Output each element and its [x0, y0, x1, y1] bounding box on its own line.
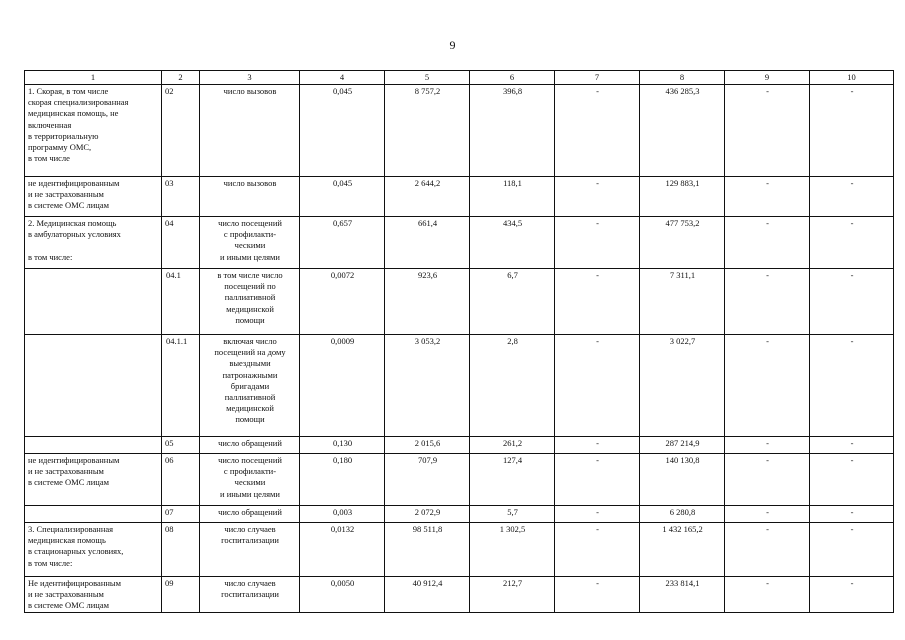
table-row	[25, 177, 894, 217]
value-cell: -	[555, 85, 640, 177]
value-cell: -	[810, 85, 894, 177]
value-cell: 98 511,8	[385, 523, 470, 577]
unit-cell: число посещений с профилакти- ческими и иными целями	[200, 217, 300, 269]
value-cell: -	[725, 335, 810, 437]
table-row	[25, 217, 894, 269]
value-cell: 127,4	[470, 454, 555, 506]
header-cell: 10	[810, 71, 894, 85]
value-cell: 3 022,7	[640, 335, 725, 437]
data-table	[24, 70, 894, 613]
value-cell: -	[810, 454, 894, 506]
value-cell: -	[725, 217, 810, 269]
header-cell: 7	[555, 71, 640, 85]
value-cell: 0,045	[300, 85, 385, 177]
row-code-cell: 04.1.1	[162, 335, 200, 437]
value-cell: 233 814,1	[640, 577, 725, 613]
value-cell: -	[810, 335, 894, 437]
row-label-cell	[25, 269, 162, 335]
value-cell: -	[555, 269, 640, 335]
table-row	[25, 577, 894, 613]
unit-cell: число случаев госпитализации	[200, 577, 300, 613]
value-cell: -	[555, 177, 640, 217]
value-cell: -	[555, 523, 640, 577]
row-label-cell: Не идентифицированным и не застрахованным в системе ОМС лицам	[25, 577, 162, 613]
row-code-cell: 09	[162, 577, 200, 613]
value-cell: 0,130	[300, 437, 385, 454]
value-cell: 2 644,2	[385, 177, 470, 217]
value-cell: 0,180	[300, 454, 385, 506]
unit-cell: включая число посещений на дому выездными патронажными бригадами паллиативной медицинской помощи	[200, 335, 300, 437]
value-cell: 0,0050	[300, 577, 385, 613]
value-cell: 2 015,6	[385, 437, 470, 454]
value-cell: 0,0072	[300, 269, 385, 335]
value-cell: -	[810, 217, 894, 269]
page-number: 9	[449, 38, 456, 52]
row-code-cell: 03	[162, 177, 200, 217]
header-cell: 8	[640, 71, 725, 85]
value-cell: 0,045	[300, 177, 385, 217]
table-body	[25, 71, 894, 613]
table-row	[25, 523, 894, 577]
unit-cell: число случаев госпитализации	[200, 523, 300, 577]
value-cell: 477 753,2	[640, 217, 725, 269]
value-cell: 8 757,2	[385, 85, 470, 177]
header-cell: 3	[200, 71, 300, 85]
header-cell: 4	[300, 71, 385, 85]
table-row	[25, 454, 894, 506]
value-cell: -	[725, 523, 810, 577]
row-label-cell: 3. Специализированная медицинская помощь в стационарных условиях, в том числе:	[25, 523, 162, 577]
value-cell: 7 311,1	[640, 269, 725, 335]
unit-cell: число вызовов	[200, 85, 300, 177]
value-cell: 2,8	[470, 335, 555, 437]
row-label-cell: не идентифицированным и не застрахованным в системе ОМС лицам	[25, 177, 162, 217]
row-label-cell	[25, 437, 162, 454]
row-code-cell: 06	[162, 454, 200, 506]
value-cell: 2 072,9	[385, 506, 470, 523]
value-cell: 5,7	[470, 506, 555, 523]
row-label-cell: не идентифицированным и не застрахованным в системе ОМС лицам	[25, 454, 162, 506]
value-cell: -	[555, 217, 640, 269]
value-cell: -	[810, 437, 894, 454]
header-cell: 1	[25, 71, 162, 85]
value-cell: 436 285,3	[640, 85, 725, 177]
row-code-cell: 02	[162, 85, 200, 177]
value-cell: 6,7	[470, 269, 555, 335]
value-cell: -	[725, 437, 810, 454]
unit-cell: число вызовов	[200, 177, 300, 217]
value-cell: 0,657	[300, 217, 385, 269]
row-label-cell: 2. Медицинская помощь в амбулаторных условиях в том числе:	[25, 217, 162, 269]
value-cell: 140 130,8	[640, 454, 725, 506]
value-cell: 434,5	[470, 217, 555, 269]
value-cell: -	[555, 454, 640, 506]
row-code-cell: 04.1	[162, 269, 200, 335]
unit-cell: число посещений с профилакти- ческими и иными целями	[200, 454, 300, 506]
value-cell: 0,0132	[300, 523, 385, 577]
value-cell: -	[725, 577, 810, 613]
value-cell: 261,2	[470, 437, 555, 454]
row-code-cell: 07	[162, 506, 200, 523]
table-row	[25, 85, 894, 177]
value-cell: 661,4	[385, 217, 470, 269]
header-row	[25, 71, 894, 85]
value-cell: -	[810, 269, 894, 335]
value-cell: -	[555, 437, 640, 454]
value-cell: 6 280,8	[640, 506, 725, 523]
value-cell: 212,7	[470, 577, 555, 613]
value-cell: -	[555, 577, 640, 613]
value-cell: -	[810, 577, 894, 613]
table-row	[25, 437, 894, 454]
value-cell: -	[725, 454, 810, 506]
table-row	[25, 269, 894, 335]
value-cell: 118,1	[470, 177, 555, 217]
row-label-cell	[25, 335, 162, 437]
header-cell: 2	[162, 71, 200, 85]
header-cell: 6	[470, 71, 555, 85]
unit-cell: число обращений	[200, 506, 300, 523]
value-cell: -	[810, 523, 894, 577]
value-cell: 707,9	[385, 454, 470, 506]
table-row	[25, 335, 894, 437]
value-cell: -	[725, 85, 810, 177]
value-cell: 396,8	[470, 85, 555, 177]
row-label-cell: 1. Скорая, в том числе скорая специализированная медицинская помощь, не включенная в территориальную программу ОМС, в том числе	[25, 85, 162, 177]
value-cell: -	[555, 506, 640, 523]
header-cell: 9	[725, 71, 810, 85]
value-cell: 0,0009	[300, 335, 385, 437]
value-cell: -	[555, 335, 640, 437]
value-cell: 287 214,9	[640, 437, 725, 454]
value-cell: -	[725, 177, 810, 217]
table-row	[25, 506, 894, 523]
value-cell: 0,003	[300, 506, 385, 523]
value-cell: 1 302,5	[470, 523, 555, 577]
row-code-cell: 04	[162, 217, 200, 269]
unit-cell: в том числе число посещений по паллиативной медицинской помощи	[200, 269, 300, 335]
value-cell: 3 053,2	[385, 335, 470, 437]
value-cell: -	[725, 269, 810, 335]
value-cell: -	[810, 506, 894, 523]
value-cell: 1 432 165,2	[640, 523, 725, 577]
value-cell: 40 912,4	[385, 577, 470, 613]
unit-cell: число обращений	[200, 437, 300, 454]
row-label-cell	[25, 506, 162, 523]
row-code-cell: 05	[162, 437, 200, 454]
row-code-cell: 08	[162, 523, 200, 577]
value-cell: 129 883,1	[640, 177, 725, 217]
header-cell: 5	[385, 71, 470, 85]
value-cell: -	[725, 506, 810, 523]
value-cell: -	[810, 177, 894, 217]
value-cell: 923,6	[385, 269, 470, 335]
